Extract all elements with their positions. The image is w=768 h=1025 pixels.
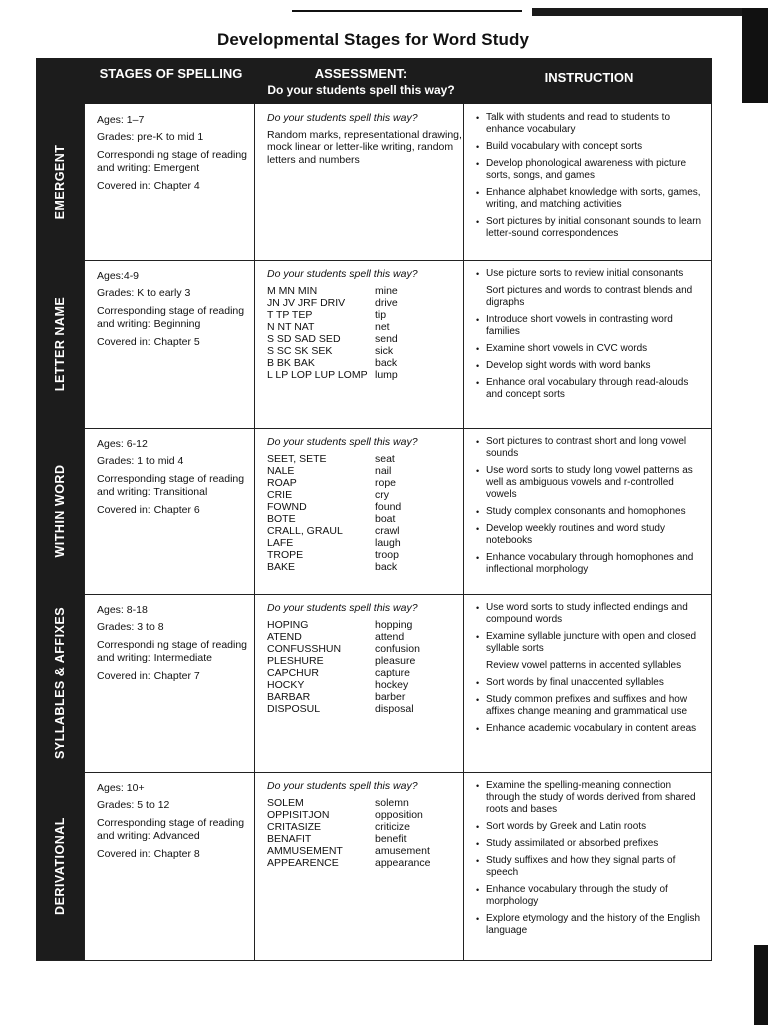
table-row-letter-name	[36, 260, 712, 429]
instruction-cell	[463, 428, 712, 594]
spelling-sample: M MN MIN	[267, 284, 318, 297]
instruction-item: • Sort words by final unaccented syllables	[476, 677, 703, 689]
correct-word: confusion	[375, 642, 420, 655]
correct-word: tip	[375, 308, 387, 321]
page-title: Developmental Stages for Word Study	[216, 30, 530, 49]
assessment-question: Do your students spell this way?	[267, 112, 418, 124]
spelling-sample: BARBAR	[267, 690, 311, 703]
correct-word: opposition	[375, 808, 423, 821]
corresponding-stage: Corresponding stage of reading and writing: Advanced	[97, 817, 245, 842]
correct-word: barber	[375, 690, 406, 703]
ages: Ages: 10+	[97, 782, 145, 794]
instruction-item: • Enhance vocabulary through homophones and inflectional morphology	[476, 552, 703, 576]
instruction-item: • Introduce short vowels in contrasting word families	[476, 314, 703, 338]
table-row-within-word	[36, 428, 712, 595]
assessment-cell	[254, 428, 464, 594]
instruction-list	[476, 602, 703, 735]
instruction-item: • Study common prefixes and suffixes and how affixes change meaning and grammatical use	[476, 694, 703, 718]
instruction-list	[476, 268, 703, 401]
instruction-cell	[463, 772, 712, 960]
instruction-item: • Sort pictures to contrast short and long vowel sounds	[476, 436, 703, 460]
instruction-item: • Use picture sorts to review initial consonants	[476, 268, 703, 280]
covered-in: Covered in: Chapter 5	[97, 336, 200, 348]
instruction-cell	[463, 260, 712, 428]
spelling-sample: L LP LOP LUP LOMP	[267, 368, 368, 381]
corresponding-stage: Correspondi ng stage of reading and writing: Intermediate	[97, 639, 248, 664]
assessment-description: Random marks, representational drawing, mock linear or letter-like writing, random letters and numbers	[267, 128, 462, 166]
correct-word: disposal	[375, 702, 414, 715]
spelling-sample: BENAFIT	[267, 832, 312, 845]
assessment-question: Do your students spell this way?	[267, 436, 418, 448]
instruction-item: • Examine short vowels in CVC words	[476, 343, 703, 355]
spelling-sample: APPEARENCE	[267, 856, 339, 869]
correct-word: nail	[375, 464, 392, 477]
instruction-item: • Develop sight words with word banks	[476, 360, 703, 372]
spelling-sample: HOCKY	[267, 678, 305, 691]
grades: Grades: K to early 3	[97, 286, 191, 299]
stage-name: WITHIN WORD	[53, 464, 67, 558]
correct-word: cry	[375, 488, 389, 501]
table-row-emergent	[36, 104, 712, 261]
ages: Ages: 8-18	[97, 604, 148, 616]
spelling-sample: NALE	[267, 464, 295, 477]
spelling-sample: CRALL, GRAUL	[267, 524, 343, 537]
instruction-item: • Use word sorts to study inflected endings and compound words	[476, 602, 703, 626]
correct-word: seat	[375, 452, 395, 465]
correct-word: rope	[375, 476, 397, 489]
instruction-item: • Examine the spelling-meaning connection through the study of words derived from shared roots and bases	[476, 780, 703, 816]
stage-info	[84, 594, 254, 772]
spelling-sample: LAFE	[267, 536, 294, 549]
spelling-pairs	[267, 797, 464, 869]
correct-word: found	[375, 500, 402, 513]
spelling-sample: ROAP	[267, 476, 297, 489]
instruction-item: • Sort words by Greek and Latin roots	[476, 821, 703, 833]
correct-word: back	[375, 356, 398, 369]
table-row-syllables-affixes	[36, 594, 712, 773]
correct-word: troop	[375, 548, 399, 561]
correct-word: hockey	[375, 678, 409, 691]
instruction-item: • Study assimilated or absorbed prefixes	[476, 838, 703, 850]
correct-word: attend	[375, 630, 405, 643]
stage-label	[36, 594, 84, 772]
instruction-item: • Examine syllable juncture with open and closed syllable sorts	[476, 631, 703, 655]
spelling-sample: TROPE	[267, 548, 304, 561]
assessment-question: Do your students spell this way?	[267, 268, 418, 280]
stage-name: DERIVATIONAL	[53, 817, 67, 915]
stages-table	[36, 58, 712, 960]
spelling-sample: JN JV JRF DRIV	[267, 296, 346, 309]
spelling-sample: SOLEM	[267, 796, 304, 809]
grades: Grades: 3 to 8	[97, 620, 164, 633]
spelling-sample: S SC SK SEK	[267, 344, 333, 357]
grades: Grades: pre-K to mid 1	[97, 130, 204, 143]
correct-word: sick	[375, 344, 394, 357]
spelling-sample: SEET, SETE	[267, 452, 327, 465]
stage-name: SYLLABLES & AFFIXES	[53, 606, 67, 760]
instruction-item: • Enhance academic vocabulary in content areas	[476, 723, 703, 735]
correct-word: back	[375, 560, 398, 573]
instruction-item: • Build vocabulary with concept sorts	[476, 141, 703, 153]
grades: Grades: 5 to 12	[97, 798, 170, 811]
spelling-sample: PLESHURE	[267, 654, 324, 667]
stage-info	[84, 260, 254, 428]
grades: Grades: 1 to mid 4	[97, 454, 184, 467]
assessment-cell	[254, 772, 464, 960]
header-stages: STAGES OF SPELLING	[99, 66, 243, 81]
scan-edge-block	[742, 8, 768, 103]
stage-label	[36, 260, 84, 428]
spelling-pairs	[267, 453, 464, 573]
correct-word: crawl	[375, 524, 400, 537]
instruction-item: • Sort pictures by initial consonant sounds to learn letter-sound correspondences	[476, 216, 703, 240]
stage-label	[36, 772, 84, 960]
stage-info	[84, 428, 254, 594]
instruction-item: • Enhance vocabulary through the study of morphology	[476, 884, 703, 908]
spelling-sample: BAKE	[267, 560, 296, 573]
spelling-sample: CRIE	[267, 488, 293, 501]
covered-in: Covered in: Chapter 7	[97, 670, 200, 682]
instruction-item: • Use word sorts to study long vowel patterns as well as ambiguous vowels and r-controlled vowels	[476, 465, 703, 501]
table-header	[36, 58, 712, 104]
instruction-item: • Enhance alphabet knowledge with sorts, games, writing, and matching activities	[476, 187, 703, 211]
correct-word: capture	[375, 666, 411, 679]
instruction-list	[476, 436, 703, 576]
instruction-item: • Explore etymology and the history of the English language	[476, 913, 703, 937]
instruction-list	[476, 780, 703, 937]
instruction-item: • Develop weekly routines and word study notebooks	[476, 523, 703, 547]
correct-word: drive	[375, 296, 398, 309]
stage-info	[84, 772, 254, 960]
correct-word: send	[375, 332, 398, 345]
spelling-pairs	[267, 285, 464, 381]
spelling-sample: DISPOSUL	[267, 702, 321, 715]
spelling-sample: BOTE	[267, 512, 296, 525]
scan-edge-block-bottom	[754, 945, 768, 1025]
corresponding-stage: Corresponding stage of reading and writing: Beginning	[97, 305, 245, 330]
corresponding-stage: Correspondi ng stage of reading and writing: Emergent	[97, 149, 248, 174]
spelling-sample: N NT NAT	[267, 320, 315, 333]
correct-word: amusement	[375, 844, 430, 857]
correct-word: criticize	[375, 820, 411, 833]
top-rule	[292, 10, 522, 12]
covered-in: Covered in: Chapter 4	[97, 180, 200, 192]
spelling-sample: B BK BAK	[267, 356, 315, 369]
spelling-sample: ATEND	[267, 630, 302, 643]
covered-in: Covered in: Chapter 6	[97, 504, 200, 516]
header-assessment-title: ASSESSMENT:	[314, 66, 408, 81]
instruction-item: • Study suffixes and how they signal parts of speech	[476, 855, 703, 879]
instruction-item: • Enhance oral vocabulary through read-alouds and concept sorts	[476, 377, 703, 401]
spelling-sample: CONFUSSHUN	[267, 642, 342, 655]
instruction-item: • Develop phonological awareness with picture sorts, songs, and games	[476, 158, 703, 182]
ages: Ages: 6-12	[97, 438, 148, 450]
header-assessment-sub: Do your students spell this way?	[267, 83, 455, 97]
correct-word: mine	[375, 284, 398, 297]
spelling-sample: T TP TEP	[267, 308, 313, 321]
table-row-derivational	[36, 772, 712, 961]
header-assessment	[256, 66, 466, 98]
header-instruction: INSTRUCTION	[544, 70, 634, 85]
correct-word: laugh	[375, 536, 401, 549]
stage-label	[36, 104, 84, 260]
correct-word: hopping	[375, 618, 413, 631]
spelling-sample: S SD SAD SED	[267, 332, 341, 345]
instruction-list	[476, 112, 703, 240]
correct-word: boat	[375, 512, 396, 525]
assessment-question: Do your students spell this way?	[267, 780, 418, 792]
correct-word: appearance	[375, 856, 431, 869]
spelling-sample: CRITASIZE	[267, 820, 322, 833]
correct-word: pleasure	[375, 654, 416, 667]
correct-word: benefit	[375, 832, 407, 845]
assessment-cell	[254, 260, 464, 428]
assessment-question: Do your students spell this way?	[267, 602, 418, 614]
instruction-cell	[463, 594, 712, 772]
instruction-item: Review vowel patterns in accented syllables	[486, 660, 682, 671]
instruction-cell	[463, 104, 712, 260]
assessment-cell	[254, 104, 464, 260]
spelling-pairs	[267, 619, 464, 715]
correct-word: solemn	[375, 796, 409, 809]
ages: Ages: 1–7	[97, 114, 145, 126]
spelling-sample: OPPISITJON	[267, 808, 330, 821]
correct-word: net	[375, 320, 390, 333]
stage-label	[36, 428, 84, 594]
stage-name: LETTER NAME	[53, 296, 67, 392]
instruction-item: • Talk with students and read to students to enhance vocabulary	[476, 112, 703, 136]
covered-in: Covered in: Chapter 8	[97, 848, 200, 860]
spelling-sample: CAPCHUR	[267, 666, 319, 679]
assessment-cell	[254, 594, 464, 772]
scan-edge-bar	[532, 8, 768, 16]
stage-info	[84, 104, 254, 260]
ages: Ages:4-9	[97, 270, 140, 282]
spelling-sample: AMMUSEMENT	[267, 844, 343, 857]
stage-name: EMERGENT	[53, 144, 67, 220]
spelling-sample: HOPING	[267, 618, 309, 631]
correct-word: lump	[375, 368, 398, 381]
instruction-item: • Study complex consonants and homophones	[476, 506, 703, 518]
spelling-sample: FOWND	[267, 500, 307, 513]
instruction-item: Sort pictures and words to contrast blends and digraphs	[486, 285, 693, 308]
corresponding-stage: Corresponding stage of reading and writing: Transitional	[97, 473, 245, 498]
